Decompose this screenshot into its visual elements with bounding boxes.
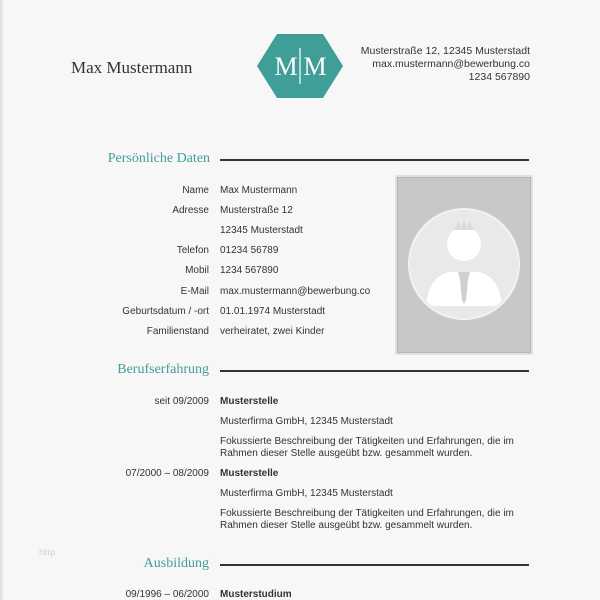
education-date: 09/1996 – 06/2000 bbox=[125, 589, 209, 600]
personal-value: Max Mustermann bbox=[220, 185, 298, 196]
education-position: Musterstudium bbox=[220, 589, 292, 600]
section-title-personal: Persönliche Daten bbox=[107, 151, 210, 166]
personal-value: max.mustermann@bewerbung.co bbox=[220, 286, 371, 297]
section-rule-personal bbox=[220, 159, 529, 161]
contact-address: Musterstraße 12, 12345 Musterstadt bbox=[360, 45, 530, 57]
description-line: Rahmen dieser Stelle ausgeübt bzw. gesammelt wurden. bbox=[220, 520, 473, 531]
avatar-icon bbox=[398, 178, 530, 352]
page-edge-shadow bbox=[0, 0, 4, 600]
personal-value: 01234 56789 bbox=[220, 245, 279, 256]
logo-letter-right: M bbox=[303, 52, 327, 81]
header-name: Max Mustermann bbox=[71, 58, 193, 77]
description-line: Rahmen dieser Stelle ausgeübt bzw. gesammelt wurden. bbox=[220, 448, 473, 459]
experience-company: Musterfirma GmbH, 12345 Musterstadt bbox=[220, 416, 393, 427]
section-title-education: Ausbildung bbox=[143, 556, 209, 571]
contact-phone: 1234 567890 bbox=[468, 71, 530, 83]
logo-letter-left: M bbox=[274, 52, 298, 81]
profile-photo-placeholder bbox=[397, 177, 531, 353]
personal-value: Musterstraße 12 bbox=[220, 205, 293, 216]
header-contact bbox=[361, 45, 530, 84]
personal-value: verheiratet, zwei Kinder bbox=[220, 326, 325, 337]
personal-value: 01.01.1974 Musterstadt bbox=[220, 306, 326, 317]
personal-value: 12345 Musterstadt bbox=[220, 225, 303, 236]
personal-value: 1234 567890 bbox=[220, 265, 279, 276]
personal-label: Name bbox=[182, 185, 209, 196]
experience-date: seit 09/2009 bbox=[154, 396, 209, 407]
experience-description bbox=[220, 508, 530, 532]
experience-position: Musterstelle bbox=[220, 396, 279, 407]
section-title-experience: Berufserfahrung bbox=[117, 362, 209, 377]
watermark-text: http bbox=[39, 548, 56, 557]
experience-description bbox=[220, 436, 530, 460]
experience-date: 07/2000 – 08/2009 bbox=[125, 468, 209, 479]
contact-email: max.mustermann@bewerbung.co bbox=[372, 58, 530, 70]
personal-label: Familienstand bbox=[146, 326, 209, 337]
personal-label: Adresse bbox=[172, 205, 209, 216]
section-rule-education bbox=[220, 564, 529, 566]
personal-label: Telefon bbox=[176, 245, 209, 256]
experience-position: Musterstelle bbox=[220, 468, 279, 479]
personal-label: E-Mail bbox=[180, 286, 209, 297]
personal-label: Geburtsdatum / -ort bbox=[122, 306, 209, 317]
description-line: Fokussierte Beschreibung der Tätigkeiten und Erfahrungen, die im bbox=[220, 436, 514, 447]
monogram-logo bbox=[257, 34, 343, 98]
personal-label: Mobil bbox=[185, 265, 209, 276]
section-rule-experience bbox=[220, 370, 529, 372]
description-line: Fokussierte Beschreibung der Tätigkeiten und Erfahrungen, die im bbox=[220, 508, 514, 519]
experience-company: Musterfirma GmbH, 12345 Musterstadt bbox=[220, 488, 393, 499]
